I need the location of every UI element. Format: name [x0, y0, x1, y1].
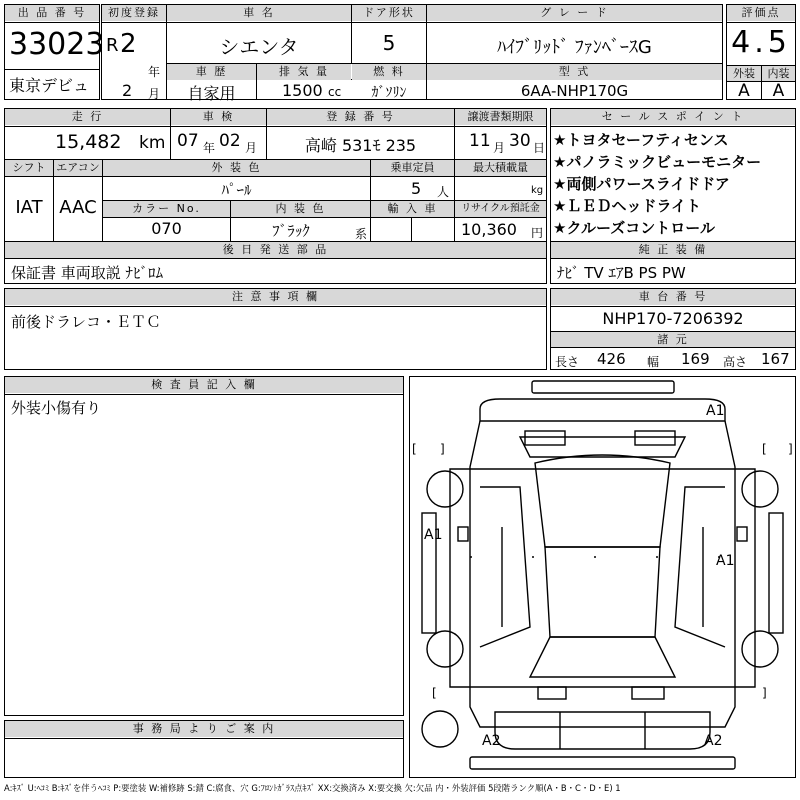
int-color-label: 内 装 色	[231, 201, 370, 217]
inspection-year-unit: 年	[203, 141, 216, 155]
first-reg-era: R	[106, 35, 119, 56]
doors-label: ドア形状	[352, 5, 426, 21]
notes-label: 注 意 事 項 欄	[5, 289, 546, 305]
vehicle-details-box	[4, 108, 547, 284]
score-value: 4.5	[731, 25, 791, 60]
height-label: 高さ	[723, 355, 748, 369]
damage-mark: A2	[704, 733, 723, 749]
legend: A:ｷｽﾞ U:ﾍｺﾐ B:ｷｽﾞを伴うﾍｺﾐ P:要塗装 W:補修跡 S:錆 C:腐食、穴 G:ﾌﾛﾝﾄｶﾞﾗｽ点ｷｽﾞ XX:交換済み X:要交換 欠:欠品 内・外装評価 5段階ランク順(A・B・C・D・E) 1	[4, 783, 621, 793]
equipment-value: ﾅﾋﾞ TV ｴｱB PS PW	[557, 264, 686, 282]
office-box	[4, 720, 404, 778]
ext-score-value: A	[738, 81, 750, 101]
transfer-day: 30	[509, 131, 531, 151]
int-color-value: ﾌﾞﾗｯｸ	[272, 222, 310, 240]
length-label: 長さ	[555, 355, 580, 369]
inspector-value: 外装小傷有り	[11, 399, 102, 417]
height-value: 167	[761, 350, 790, 368]
first-reg-year: 2	[120, 29, 137, 59]
shift-label: シフト	[5, 160, 53, 176]
office-label: 事 務 局 よ り ご 案 内	[5, 721, 403, 737]
car-name-value: シエンタ	[219, 35, 299, 59]
width-label: 幅	[647, 355, 660, 369]
chassis-value: NHP170-7206392	[602, 309, 744, 328]
inspection-month-unit: 月	[245, 141, 258, 155]
inspector-box	[4, 376, 404, 716]
damage-mark: A1	[706, 403, 725, 419]
car-diagram-box	[409, 376, 796, 778]
inspection-label: 車 検	[171, 109, 266, 125]
plate-value: 高崎 531ﾓ 235	[304, 136, 417, 155]
inspector-label: 検 査 員 記 入 欄	[5, 377, 403, 393]
chassis-label: 車 台 番 号	[551, 289, 795, 305]
model-code-label: 型 式	[427, 64, 722, 80]
score-label: 評価点	[727, 5, 795, 21]
plate-label: 登 録 番 号	[267, 109, 454, 125]
lot-number: 33023	[9, 27, 105, 62]
grade-value: ﾊｲﾌﾞﾘｯﾄﾞ ﾌｧﾝﾍﾞｰｽG	[497, 37, 652, 58]
ext-color-label: 外 装 色	[103, 160, 370, 176]
import-label: 輸 入 車	[371, 201, 454, 217]
history-value: 自家用	[187, 84, 236, 103]
first-reg-label: 初度登録	[102, 5, 166, 21]
int-color-unit: 系	[355, 227, 368, 241]
damage-mark: A2	[482, 733, 501, 749]
inspection-year: 07	[177, 131, 199, 151]
first-reg-month-unit: 月	[148, 87, 161, 101]
color-no-value: 070	[151, 219, 182, 238]
lot-label: 出 品 番 号	[5, 5, 99, 21]
shift-value: IAT	[15, 197, 43, 218]
venue: 東京デビュ	[9, 76, 90, 95]
sales-item: ★トヨタセーフティセンス	[553, 131, 729, 149]
ext-color-value: ﾊﾟｰﾙ	[221, 181, 252, 199]
doors-value: 5	[382, 31, 396, 55]
transfer-month: 11	[469, 131, 491, 151]
top-info-box	[101, 4, 723, 103]
aircon-value: AAC	[59, 197, 97, 218]
color-no-label: カラー No.	[103, 201, 230, 217]
svg-text:[: [	[412, 442, 417, 456]
notes-box	[4, 288, 547, 370]
later-label: 後 日 発 送 部 品	[5, 242, 546, 258]
first-reg-month: 2	[122, 81, 133, 100]
ext-score-label: 外装	[727, 66, 761, 82]
recycle-label: リサイクル預託金	[455, 201, 546, 217]
history-label: 車 歴	[167, 64, 256, 80]
aircon-label: エアコン	[54, 160, 102, 176]
load-unit: kg	[531, 185, 544, 196]
recycle-unit: 円	[531, 226, 544, 240]
sales-item: ★両側パワースライドドア	[553, 175, 730, 193]
length-value: 426	[597, 350, 626, 368]
transfer-day-unit: 日	[533, 141, 546, 155]
grade-label: グ レ ー ド	[427, 5, 722, 21]
model-code-value: 6AA-NHP170G	[520, 82, 629, 100]
displacement-value: 1500	[282, 81, 323, 100]
car-diagram	[410, 377, 795, 777]
damage-mark: A1	[424, 527, 443, 543]
mileage-label: 走 行	[5, 109, 170, 125]
first-reg-year-unit: 年	[148, 65, 161, 79]
mileage-unit: km	[139, 133, 166, 153]
notes-value: 前後ドラレコ・ＥＴＣ	[11, 313, 162, 331]
int-score-value: A	[772, 81, 785, 101]
sales-item: ★ＬＥＤヘッドライト	[553, 197, 701, 215]
capacity-unit: 人	[437, 185, 450, 199]
sales-label: セ ー ル ス ポ イ ン ト	[551, 109, 795, 125]
transfer-month-unit: 月	[493, 141, 506, 155]
transfer-label: 譲渡書類期限	[455, 109, 546, 125]
lot-box	[4, 4, 105, 100]
equipment-label: 純 正 装 備	[551, 242, 795, 258]
displacement-unit: cc	[328, 85, 342, 99]
recycle-value: 10,360	[461, 220, 517, 239]
svg-text:[: [	[762, 442, 767, 456]
fuel-value: ｶﾞｿﾘﾝ	[371, 85, 407, 101]
chassis-box	[550, 288, 796, 370]
load-label: 最大積載量	[455, 160, 546, 176]
damage-mark: A1	[716, 553, 735, 569]
sales-item: ★クルーズコントロール	[553, 219, 715, 237]
int-score-label: 内装	[762, 66, 795, 82]
capacity-value: 5	[411, 179, 422, 198]
svg-text:[: [	[432, 686, 437, 700]
displacement-label: 排 気 量	[257, 64, 351, 80]
score-box	[726, 4, 796, 100]
svg-text:]: ]	[762, 686, 767, 700]
svg-text:]: ]	[788, 442, 793, 456]
capacity-label: 乗車定員	[371, 160, 454, 176]
width-value: 169	[681, 350, 710, 368]
dims-label: 諸 元	[551, 332, 795, 348]
svg-text:]: ]	[440, 442, 445, 456]
sales-item: ★パノラミックビューモニター	[553, 153, 762, 171]
mileage-value: 15,482	[55, 131, 122, 153]
car-name-label: 車 名	[167, 5, 351, 21]
fuel-label: 燃 料	[352, 64, 426, 80]
sales-box	[550, 108, 796, 284]
later-value: 保証書 車両取説 ﾅﾋﾞﾛﾑ	[11, 264, 164, 282]
inspection-month: 02	[219, 131, 241, 151]
